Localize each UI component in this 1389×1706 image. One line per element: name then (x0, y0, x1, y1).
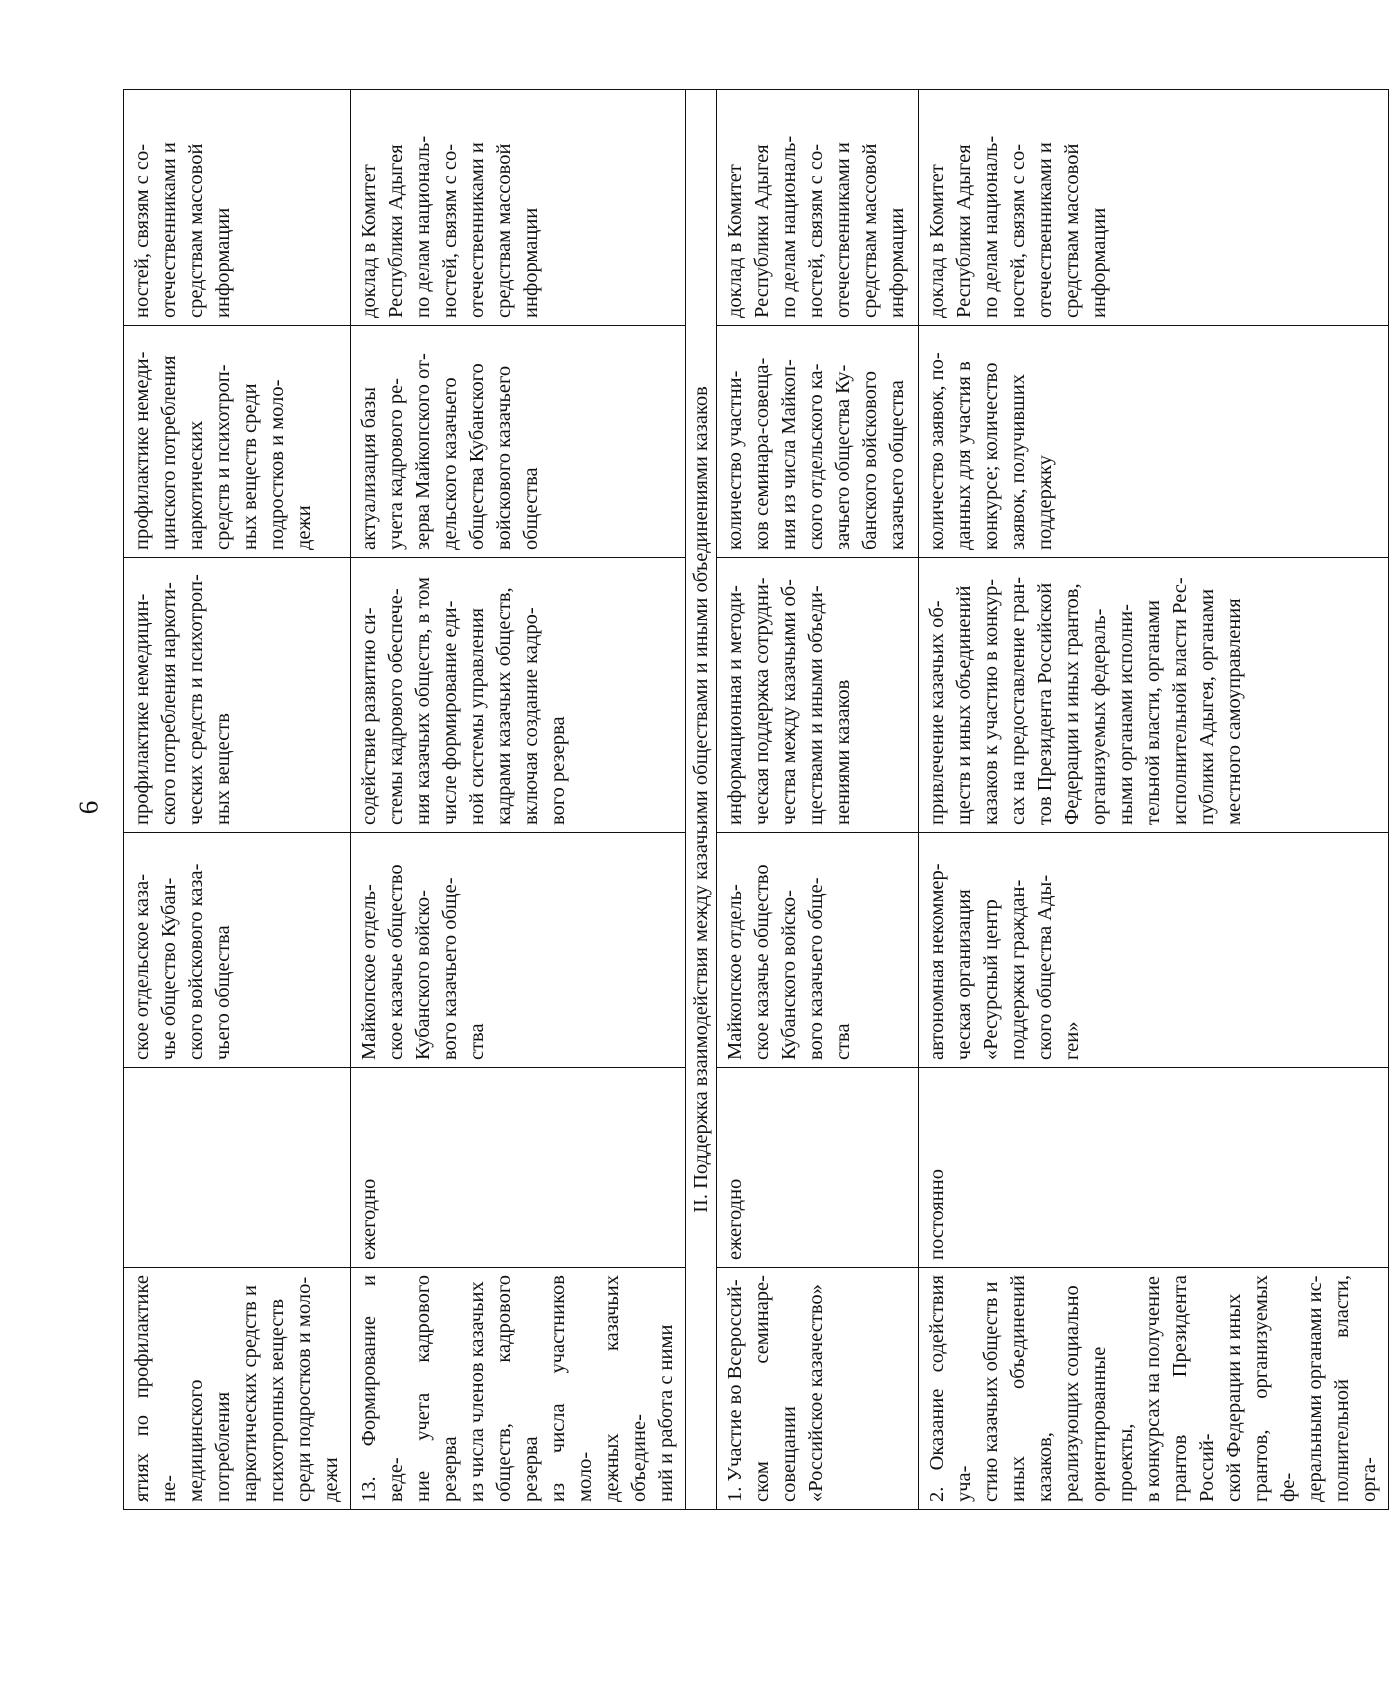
term-cell: ежегодно (351, 1068, 686, 1268)
table-row (717, 90, 919, 1510)
term-cell: ежегодно (717, 1068, 919, 1268)
table-row (351, 90, 686, 1510)
indicator-cell: количество участни- ков семинара-совеща- ния из числа Майкоп- ского отдельского ка- зачьего общества Ку- банского войскового казачьего общества (717, 326, 919, 558)
activity-cell: 1. Участие во Всероссий- ском семинаре-совещании «Российское казачество» (717, 1268, 919, 1510)
term-cell (124, 1068, 351, 1268)
executor-cell: Майкопское отдель- ское казачье общество Кубанского войско- вого казачьего обще- ства (717, 833, 919, 1068)
report-cell: доклад в Комитет Республики Адыгея по делам националь- ностей, связям с со- отечественниками и средствам массовой информации (717, 90, 919, 326)
task-cell: информационная и методи- ческая поддержка сотрудни- чества между казачьими об- ществами и иными объеди- нениями казаков (717, 558, 919, 833)
executor-cell: Майкопское отдель- ское казачье общество Кубанского войско- вого казачьего обще- ства (351, 833, 686, 1068)
plan-table (123, 89, 1389, 1510)
table-row (919, 90, 1389, 1510)
report-cell: доклад в Комитет Республики Адыгея по делам националь- ностей, связям с со- отечественниками и средствам массовой информации (919, 90, 1389, 326)
term-cell: постоянно (919, 1068, 1389, 1268)
activity-cell: ятиях по профилактике не- медицинского потребления наркотических средств и психотропных веществ среди подростков и моло- дежи (124, 1268, 351, 1510)
executor-cell: автономная некоммер- ческая организация «Ресурсный центр поддержки граждан- ского общества Ады- геи» (919, 833, 1389, 1068)
section-title: II. Поддержка взаимодействия между казачьими обществами и иными объединениями казаков (686, 90, 717, 1510)
report-cell: доклад в Комитет Республики Адыгея по делам националь- ностей, связям с со- отечественниками и средствам массовой информации (351, 90, 686, 326)
page-number: 6 (73, 800, 104, 815)
section-row (686, 90, 717, 1510)
indicator-cell: профилактике немеди- цинского потребления наркотических средств и психотроп- ных веществ среди подростков и моло- дежи (124, 326, 351, 558)
activity-cell: 2. Оказание содействия уча- стию казачьих обществ и иных объединений казаков, реализующих социально ориентированные проекты, в конкурсах на получение грантов Президента Россий- ской Федерации и иных грантов, организуемых фе- деральными органами ис- полнительной власти, орга- (919, 1268, 1389, 1510)
indicator-cell: количество заявок, по- данных для участия в конкурсе; количество заявок, получивших поддержку (919, 326, 1389, 558)
rotated-table-page (123, 90, 1380, 1510)
task-cell: профилактике немедицин- ского потребления наркоти- ческих средств и психотроп- ных веществ (124, 558, 351, 833)
task-cell: привлечение казачьих об- ществ и иных объединений казаков к участию в конкур- сах на предоставление гран- тов Президента Российской Федерации и иных грантов, организуемых федераль- ными органами исполни- тельной власти, органами исполнительной власти Рес- публики Адыгея, органами местного самоуправления (919, 558, 1389, 833)
executor-cell: ское отдельское каза- чье общество Кубан- ского войскового каза- чьего общества (124, 833, 351, 1068)
task-cell: содействие развитию си- стемы кадрового обеспече- ния казачьих обществ, в том числе формирование еди- ной системы управления кадрами казачьих обществ, включая создание кадро- вого резерва (351, 558, 686, 833)
table-row (124, 90, 351, 1510)
activity-cell: 13. Формирование и веде- ние учета кадрового резерва из числа членов казачьих обществ, кадрового резерва из числа участников моло- дежных казачьих объедине- ний и работа с ними (351, 1268, 686, 1510)
indicator-cell: актуализация базы учета кадрового ре- зерва Майкопского от- дельского казачьего общества Кубанского войскового казачьего общества (351, 326, 686, 558)
report-cell: ностей, связям с со- отечественниками и средствам массовой информации (124, 90, 351, 326)
